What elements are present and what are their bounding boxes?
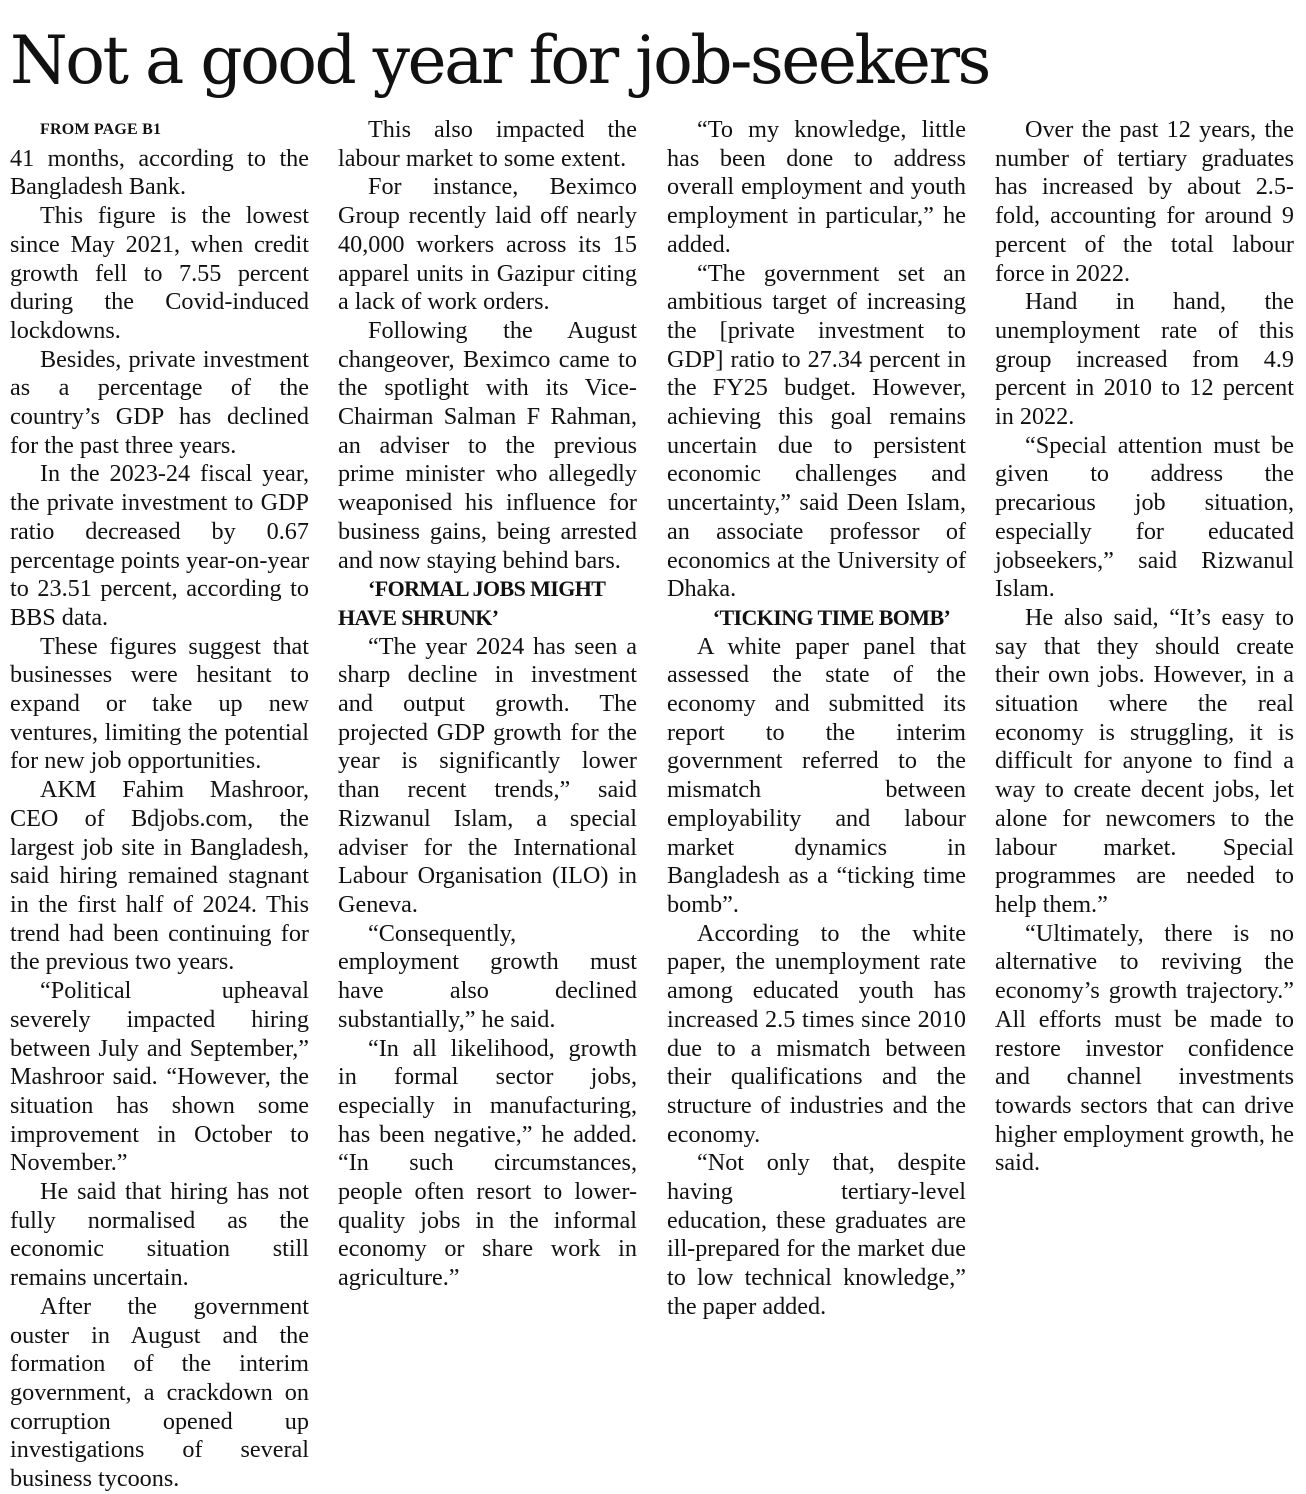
paragraph: This also impacted the labour market to some extent. — [338, 116, 637, 172]
paragraph: “Not only that, despite having tertiary-level education, these graduates are ill-prepared for the market due to low technical knowledge,” the paper added. — [667, 1149, 966, 1320]
paragraph: Following the August changeover, Beximco came to the spotlight with its Vice-Chairman Salman F Rahman, an adviser to the previous prime minister who allegedly weaponised his influence for business gains, being arrested and now staying behind bars. — [338, 316, 637, 574]
paragraph: “To my knowledge, little has been done to address overall employment and youth employment in particular,” he added. — [667, 116, 966, 258]
paragraph: He also said, “It’s easy to say that they should create their own jobs. However, in a situation where the real economy is struggling, it is difficult for anyone to find a way to create decent jobs, let alone for newcomers to the labour market. Special programmes are needed to help them.” — [995, 603, 1294, 918]
paragraph: “Ultimately, there is no alternative to reviving the economy’s growth trajectory.” All efforts must be made to restore investor confidence and channel investments towards sectors that can drive higher employment growth, he said. — [995, 919, 1294, 1177]
paragraph: Besides, private investment as a percentage of the country’s GDP has declined for the past three years. — [10, 345, 309, 459]
paragraph: After the government ouster in August and the formation of the interim government, a crackdown on corruption opened up investigations of several business tycoons. — [10, 1292, 309, 1493]
headline: Not a good year for job-seekers — [10, 22, 989, 99]
paragraph: “Special attention must be given to address the precarious job situation, especially for educated jobseekers,” said Rizwanul Islam. — [995, 431, 1294, 603]
subhead-time-bomb: ‘TICKING TIME BOMB’ — [712, 604, 951, 630]
paragraph: This figure is the lowest since May 2021, when credit growth fell to 7.55 percent during the Covid-induced lockdowns. — [10, 202, 309, 344]
paragraph: According to the white paper, the unemployment rate among educated youth has increased 2.5 times since 2010 due to a mismatch between their qualifications and the structure of industries and the economy. — [667, 919, 966, 1148]
paragraph: In the 2023-24 fiscal year, the private investment to GDP ratio decreased by 0.67 percentage points year-on-year to 23.51 percent, according to BBS data. — [10, 460, 310, 631]
column-3 — [667, 116, 966, 1322]
paragraph: “The government set an ambitious target of increasing the [private investment to GDP] ratio to 27.34 percent in the FY25 budget. However, achieving this goal remains uncertain due to persistent economic challenges and uncertainty,” said Deen Islam, an associate professor of economics at the University of Dhaka. — [667, 259, 966, 603]
paragraph: He said that hiring has not fully normalised as the economic situation still remains uncertain. — [10, 1178, 309, 1292]
subhead-formal-jobs: ‘FORMAL JOBS MIGHT HAVE SHRUNK’ — [338, 576, 605, 630]
column-2 — [338, 116, 637, 1293]
paragraph: “The year 2024 has seen a sharp decline in investment and output growth. The projected GDP growth for the year is significantly lower than recent trends,” said Rizwanul Islam, a special adviser for the International Labour Organisation (ILO) in Geneva. — [338, 632, 637, 918]
paragraph: “In all likelihood, growth in formal sector jobs, especially in manufacturing, has been negative,” he added. “In such circumstances, people often resort to lower-quality jobs in the informal economy or share work in agriculture.” — [338, 1034, 637, 1292]
paragraph: “Political upheaval severely impacted hiring between July and September,” Mashroor said. “However, the situation has shown some improvement in October to November.” — [10, 977, 309, 1177]
paragraph: For instance, Beximco Group recently laid off nearly 40,000 workers across its 15 apparel units in Gazipur citing a lack of work orders. — [338, 173, 637, 316]
paragraph: Hand in hand, the unemployment rate of this group increased from 4.9 percent in 2010 to 12 percent in 2022. — [995, 288, 1294, 431]
kicker: FROM PAGE B1 — [40, 121, 162, 138]
column-1 — [10, 116, 309, 1494]
paragraph: A white paper panel that assessed the state of the economy and submitted its report to the interim government referred to the mismatch between employability and labour market dynamics in Bangladesh as a “ticking time bomb”. — [667, 632, 966, 918]
paragraph: These figures suggest that businesses were hesitant to expand or take up new ventures, limiting the potential for new job opportunities. — [10, 632, 309, 775]
column-4 — [995, 116, 1294, 1178]
paragraph: “Consequently, employment growth must have also declined substantially,” he said. — [338, 919, 637, 1033]
paragraph: 41 months, according to the Bangladesh Bank. — [10, 144, 309, 201]
paragraph: AKM Fahim Mashroor, CEO of Bdjobs.com, the largest job site in Bangladesh, said hiring remained stagnant in the first half of 2024. This trend had been continuing for the previous two years. — [10, 776, 309, 976]
paragraph: Over the past 12 years, the number of tertiary graduates has increased by about 2.5-fold, accounting for around 9 percent of the total labour force in 2022. — [995, 116, 1294, 287]
